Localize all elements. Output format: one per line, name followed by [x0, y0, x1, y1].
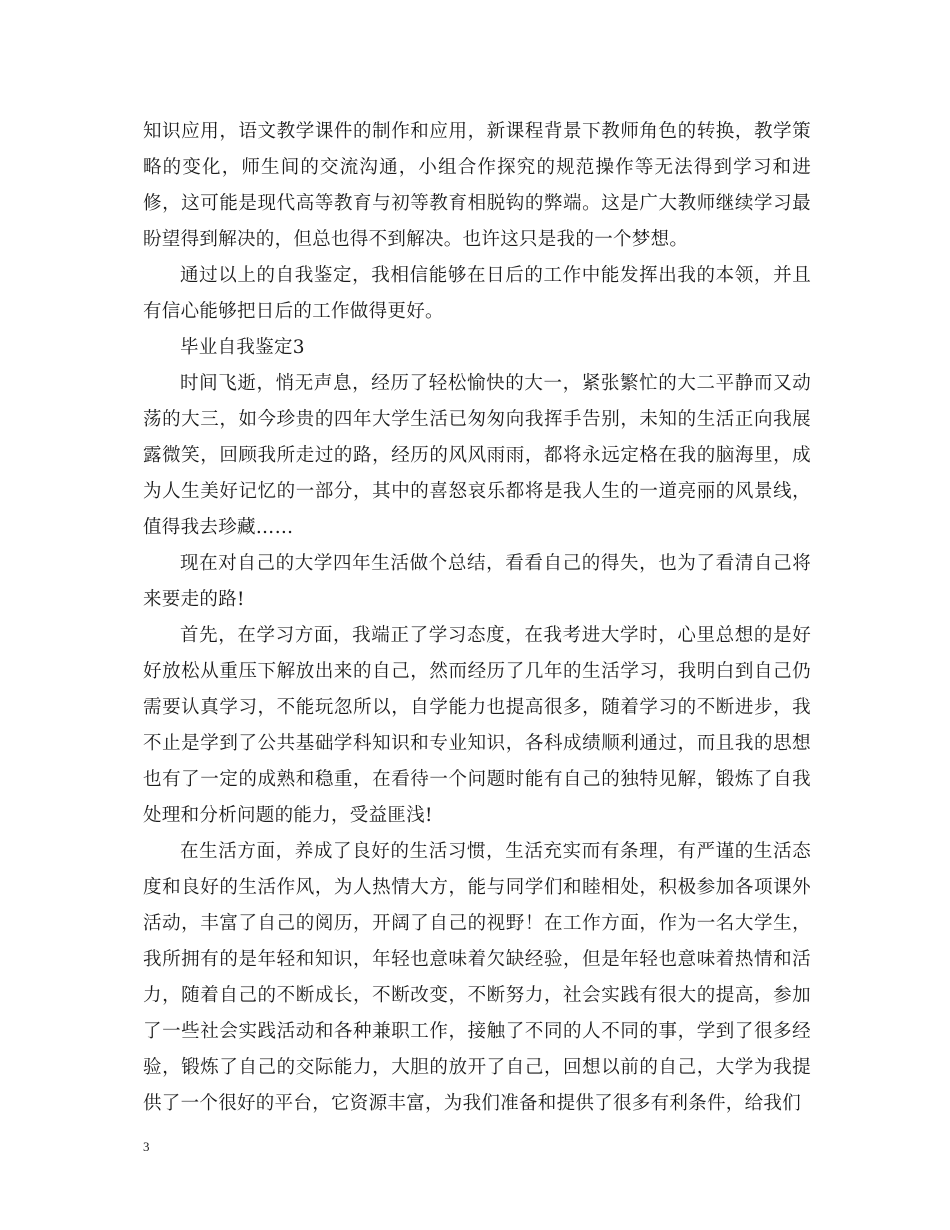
paragraph-summary-intro: 现在对自己的大学四年生活做个总结，看看自己的得失，也为了看清自己将来要走的路! [143, 553, 811, 610]
paragraph-continuation: 知识应用，语文教学课件的制作和应用，新课程背景下教师角色的转换，教学策略的变化，师生间的交流沟通，小组合作探究的规范操作等无法得到学习和进修，这可能是现代高等教育与初等教育相脱钩的弊端。这是广大教师继续学习最盼望得到解决的，但总也得不到解决。也许这只是我的一个梦想。 [143, 121, 811, 250]
paragraph-time-flies: 时间飞逝，悄无声息，经历了轻松愉快的大一，紧张繁忙的大二平静而又动荡的大三，如今珍贵的四年大学生活已匆匆向我挥手告别，未知的生活正向我展露微笑，回顾我所走过的路，经历的风风雨雨，都将永远定格在我的脑海里，成为人生美好记忆的一部分，其中的喜怒哀乐都将是我人生的一道亮丽的风景线，值得我去珍藏…… [143, 373, 811, 538]
page-number: 3 [143, 1139, 150, 1154]
paragraph-study: 首先，在学习方面，我端正了学习态度，在我考进大学时，心里总想的是好好放松从重压下解放出来的自己，然而经历了几年的生活学习，我明白到自己仍需要认真学习，不能玩忽所以，自学能力也提高很多，随着学习的不断进步，我不止是学到了公共基础学科知识和专业知识，各科成绩顺利通过，而且我的思想也有了一定的成熟和稳重，在看待一个问题时能有自己的独特见解，锻炼了自我处理和分析问题的能力，受益匪浅! [143, 625, 811, 826]
paragraph-conclusion: 通过以上的自我鉴定，我相信能够在日后的工作中能发挥出我的本领，并且有信心能够把日后的工作做得更好。 [143, 265, 811, 322]
paragraph-life-work: 在生活方面，养成了良好的生活习惯，生活充实而有条理，有严谨的生活态度和良好的生活作风，为人热情大方，能与同学们和睦相处，积极参加各项课外活动，丰富了自己的阅历，开阔了自己的视野！在工作方面，作为一名大学生，我所拥有的是年轻和知识，年轻也意味着欠缺经验，但是年轻也意味着热情和活力，随着自己的不断成长，不断改变，不断努力，社会实践有很大的提高，参加了一些社会实践活动和各种兼职工作，接触了不同的人不同的事，学到了很多经验，锻炼了自己的交际能力，大胆的放开了自己，回想以前的自己，大学为我提供了一个很好的平台，它资源丰富，为我们准备和提供了很多有利条件，给我们 [143, 841, 811, 1114]
section-heading: 毕业自我鉴定3 [180, 337, 305, 358]
document-body [143, 114, 811, 1122]
